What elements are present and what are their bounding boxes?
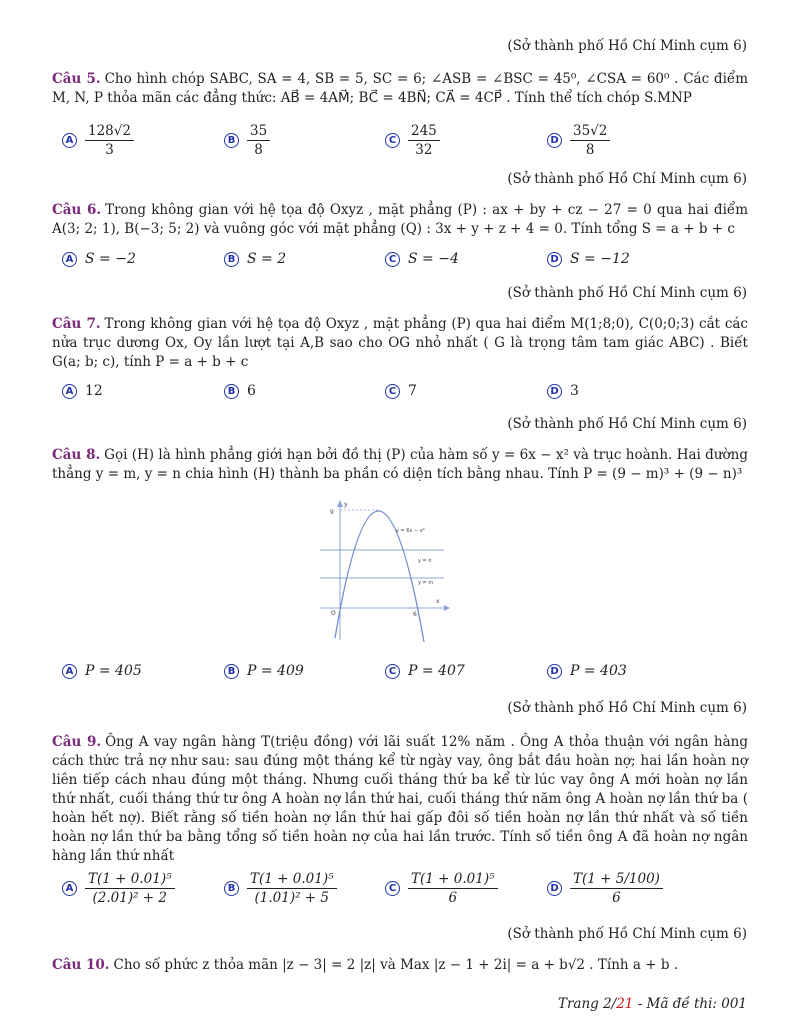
fraction: $\frac{\text{T(1 + 0.01)⁵}}{6}$ <box>408 871 498 906</box>
option-circle: C <box>385 881 400 896</box>
footer-total-pages: 21 <box>616 996 634 1012</box>
option-circle: D <box>547 384 562 399</box>
option-circle: A <box>62 881 77 896</box>
answer-text: P = 405 <box>85 663 142 679</box>
option-circle: A <box>62 133 77 148</box>
answer-c[interactable] <box>385 120 440 160</box>
answer-b[interactable] <box>224 120 270 160</box>
answer-text: 6 <box>247 383 256 399</box>
answer-a[interactable] <box>62 868 175 908</box>
answer-d[interactable] <box>547 651 627 691</box>
source-label: (Sở thành phố Hồ Chí Minh cụm 6) <box>507 285 747 301</box>
x-tick-6: 6 <box>413 611 417 618</box>
option-circle: B <box>224 252 239 267</box>
question-8 <box>52 446 748 484</box>
answer-d[interactable] <box>547 868 663 908</box>
answer-b[interactable] <box>224 239 286 279</box>
answer-c[interactable] <box>385 651 465 691</box>
answer-a[interactable] <box>62 371 103 411</box>
answer-text: P = 409 <box>247 663 304 679</box>
answers-8 <box>62 651 752 691</box>
option-circle: D <box>547 664 562 679</box>
question-text: Trong không gian với hệ tọa độ Oxyz , mặt phẳng (P) : ax + by + cz − 27 = 0 qua hai điểm A(3; 2; 1), B(−3; 5; 2) và vuông góc với mặt phẳng (Q) : 3x + y + z + 4 = 0. Tính tổng S = a + b + c <box>52 202 748 237</box>
answer-text: P = 403 <box>570 663 627 679</box>
answer-text: S = −4 <box>408 251 459 267</box>
origin-label: O <box>331 610 336 617</box>
answers-7 <box>62 371 752 411</box>
parabola-figure <box>320 500 450 642</box>
source-label: (Sở thành phố Hồ Chí Minh cụm 6) <box>507 38 747 54</box>
y-tick-9: 9 <box>330 509 334 516</box>
fraction: $\frac{T(1 + 5/100)}{6}$ <box>570 871 663 906</box>
option-circle: D <box>547 133 562 148</box>
question-label: Câu 5. <box>52 71 101 87</box>
question-text: Ông A vay ngân hàng T(triệu đồng) với lãi suất 12% năm . Ông A thỏa thuận với ngân hàng cách thức trả nợ như sau: sau đúng một tháng kể từ ngày vay, ông bắt đầu hoàn nợ; hai lần hoàn nợ liên tiếp cách nhau đúng một tháng. Nhưng cuối tháng thứ ba kể từ lúc vay ông A mới hoàn nợ lần thứ nhất, cuối tháng thứ tư ông A hoàn nợ lần thứ hai, cuối tháng thứ năm ông A hoàn nợ lần thứ ba ( hoàn hết nợ). Biết rằng số tiền hoàn nợ lần thứ hai gấp đôi số tiền hoàn nợ lần thứ nhất và số tiền hoàn nợ lần thứ ba bằng tổng số tiền hoàn nợ của hai lần trước. Tính số tiền ông A đã hoàn nợ ngân hàng lần thứ nhất <box>52 734 748 864</box>
answers-9 <box>62 868 752 908</box>
y-axis-arrow <box>337 500 343 507</box>
question-7 <box>52 315 748 372</box>
source-label: (Sở thành phố Hồ Chí Minh cụm 6) <box>507 171 747 187</box>
option-circle: B <box>224 881 239 896</box>
fraction: $\frac{128√2}{3}$ <box>85 123 134 158</box>
answer-c[interactable] <box>385 239 459 279</box>
parabola-graph <box>320 500 450 642</box>
answer-text: P = 407 <box>408 663 465 679</box>
question-label: Câu 7. <box>52 316 101 332</box>
option-circle: B <box>224 664 239 679</box>
answer-c[interactable] <box>385 371 417 411</box>
option-circle: C <box>385 664 400 679</box>
line-m-label: y = m <box>418 580 434 586</box>
question-label: Câu 10. <box>52 957 110 973</box>
option-circle: D <box>547 881 562 896</box>
answer-text: S = −12 <box>570 251 630 267</box>
question-text: Gọi (H) là hình phẳng giới hạn bởi đồ thị (P) của hàm số y = 6x − x² và trục hoành. Hai đường thẳng y = m, y = n chia hình (H) thành ba phần có diện tích bằng nhau. Tính P = (9 − m)³ + (9 − n)³ <box>52 447 748 482</box>
answer-b[interactable] <box>224 868 337 908</box>
x-axis-arrow <box>444 605 450 611</box>
option-circle: A <box>62 252 77 267</box>
question-label: Câu 9. <box>52 734 102 750</box>
curve-label: y = 6x − x² <box>396 528 425 534</box>
option-circle: C <box>385 133 400 148</box>
answer-d[interactable] <box>547 239 630 279</box>
question-label: Câu 8. <box>52 447 101 463</box>
option-circle: C <box>385 252 400 267</box>
answer-d[interactable] <box>547 120 610 160</box>
page-footer <box>558 996 747 1012</box>
question-10 <box>52 956 748 975</box>
question-9 <box>52 733 748 866</box>
x-axis-label: x <box>436 598 440 605</box>
option-circle: C <box>385 384 400 399</box>
answer-text: 7 <box>408 383 417 399</box>
question-text: Cho hình chóp SABC, SA = 4, SB = 5, SC = 6; ∠ASB = ∠BSC = 45⁰, ∠CSA = 60⁰ . Các điểm M, N, P thỏa mãn các đẳng thức: AB⃗ = 4AM⃗; BC⃗ = 4BN⃗; CA⃗ = 4CP⃗ . Tính thể tích chóp S.MNP <box>52 71 748 106</box>
answer-text: 12 <box>85 383 103 399</box>
answer-c[interactable] <box>385 868 498 908</box>
footer-suffix: - Mã đề thi: 001 <box>633 996 747 1012</box>
answer-b[interactable] <box>224 371 256 411</box>
footer-prefix: Trang 2/ <box>557 996 617 1012</box>
answers-6 <box>62 239 752 279</box>
answer-a[interactable] <box>62 239 136 279</box>
answers-5 <box>62 120 752 160</box>
fraction: $\frac{\text{T(1 + 0.01)⁵}}{\text{(2.01)² + 2}}$ <box>85 871 175 906</box>
option-circle: D <box>547 252 562 267</box>
option-circle: A <box>62 664 77 679</box>
answer-text: S = 2 <box>247 251 287 267</box>
line-n-label: y = n <box>418 558 432 564</box>
fraction: $\frac{245}{32}$ <box>408 123 440 158</box>
source-label: (Sở thành phố Hồ Chí Minh cụm 6) <box>507 700 747 716</box>
answer-d[interactable] <box>547 371 579 411</box>
fraction: $\frac{35√2}{8}$ <box>570 123 610 158</box>
question-text: Trong không gian với hệ tọa độ Oxyz , mặt phẳng (P) qua hai điểm M(1;8;0), C(0;0;3) cắt các nửa trục dương Ox, Oy lần lượt tại A,B sao cho OG nhỏ nhất ( G là trọng tâm tam giác ABC) . Biết G(a; b; c), tính P = a + b + c <box>52 316 748 370</box>
answer-b[interactable] <box>224 651 304 691</box>
answer-text: 3 <box>570 383 579 399</box>
source-label: (Sở thành phố Hồ Chí Minh cụm 6) <box>507 926 747 942</box>
answer-a[interactable] <box>62 120 134 160</box>
option-circle: B <box>224 384 239 399</box>
fraction: $\frac{35}{8}$ <box>247 123 270 158</box>
answer-text: S = −2 <box>85 251 136 267</box>
question-label: Câu 6. <box>52 202 102 218</box>
question-5 <box>52 70 748 108</box>
source-label: (Sở thành phố Hồ Chí Minh cụm 6) <box>507 416 747 432</box>
question-6 <box>52 201 748 239</box>
option-circle: A <box>62 384 77 399</box>
option-circle: B <box>224 133 239 148</box>
question-text: Cho số phức z thỏa mãn |z − 3| = 2 |z| và Max |z − 1 + 2i| = a + b√2 . Tính a + b . <box>113 957 679 973</box>
answer-a[interactable] <box>62 651 142 691</box>
y-axis-label: y <box>344 501 348 508</box>
fraction: $\frac{\text{T(1 + 0.01)⁵}}{\text{(1.01)² + 5}}$ <box>247 871 337 906</box>
